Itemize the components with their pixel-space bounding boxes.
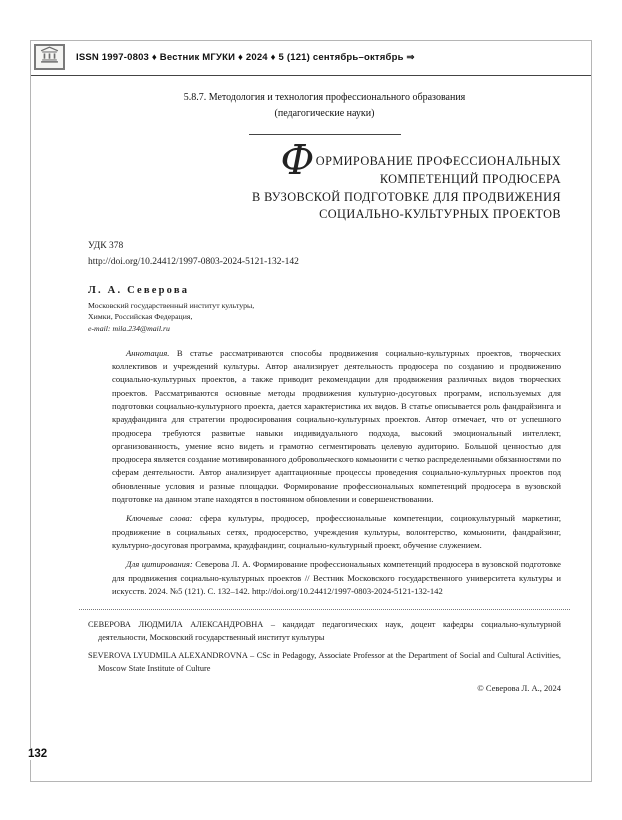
keywords-paragraph	[112, 512, 561, 552]
section-heading-line2: (педагогические науки)	[274, 107, 375, 119]
affiliation-line1: Московский государственный институт культуры,	[88, 300, 255, 310]
classical-column-icon	[39, 46, 60, 68]
title-drop-cap: Ф	[280, 136, 315, 184]
keywords-text: сфера культуры, продюсер, профессиональные компетенции, социокультурный маркетинг, продвижение в социальных сетях, продюсерство, учреждения культуры, волонтерство, комьюнити, фандрайзинг, культурно-досуговая программа, краудфандинг, социально-культурный проект, обучение служением.	[112, 513, 561, 551]
affiliation-line2: Химки, Российская Федерация,	[88, 312, 193, 322]
article-meta	[88, 238, 561, 270]
abstract-text: В статье рассматриваются способы продвижения социально-культурных проектов, творческих коллективов и учреждений культуры. Автор анализирует деятельность продюсера по созданию и продвижению социально-культурных проектов, а также приводит рекомендации для продвижения различных видов творческих проектов. Рассматриваются основные методы продвижения культурно-досуговых программ, используемых для подготовки социально-культурного проекта, дается характеристика их видов. В статье описывается роль фандрайзинга и краудфандинга для стратегии продюсирования социально-культурных проектов. Автор отмечает, что от успешного продюсера требуются развитые навыки индивидуального подхода, высокий эмоциональный интеллект, организованность, умение ясно видеть и грамотно сегментировать целевую аудиторию. Большой ценностью для продюсера является создание мотивированного добровольческого комьюнити с четко распределенными обязанностями по сферам деятельности. Автор анализирует адаптационные процессы проведения социально-культурных проектов под обновленные условия и разные площадки. Формирование профессиональных компетенций продюсера в вузовской подготовке на данном этапе находятся в постоянном обновлении и совершенствовании.	[112, 347, 561, 505]
title-line4: СОЦИАЛЬНО-КУЛЬТУРНЫХ ПРОЕКТОВ	[319, 207, 561, 222]
section-divider	[249, 134, 401, 135]
dotted-divider	[79, 609, 570, 610]
article-title	[88, 136, 561, 224]
journal-header	[31, 41, 591, 76]
author-name: Л. А. Северова	[88, 284, 190, 296]
author-bio-en: SEVEROVA LYUDMILA ALEXANDROVNA – CSc in Pedagogy, Associate Professor at the Department of Social and Cultural Activities, Moscow State Institute of Culture	[88, 651, 561, 673]
citation-paragraph	[112, 558, 561, 598]
abstract-paragraph	[112, 347, 561, 507]
author-affiliation	[88, 300, 561, 335]
abstract-block	[112, 347, 561, 599]
page-content	[31, 90, 591, 693]
author-bio-ru: СЕВЕРОВА ЛЮДМИЛА АЛЕКСАНДРОВНА – кандидат педагогических наук, доцент кафедры социально-культурной деятельности, Московский государственный институт культуры	[88, 620, 561, 642]
citation-text: Северова Л. А. Формирование профессиональных компетенций продюсера в вузовской подготовке для продвижения социально-культурных проектов // Вестник Московского государственного университета культуры и искусств. 2024. №5 (121). С. 132–142. http://doi.org/10.24412/1997-0803-2024-5121-132-142	[112, 559, 561, 596]
keywords-label: Ключевые слова:	[126, 513, 193, 524]
title-line1-text: ОРМИРОВАНИЕ ПРОФЕССИОНАЛЬНЫХ	[315, 154, 561, 168]
page-frame	[30, 40, 592, 782]
section-heading	[88, 90, 561, 121]
doi-link[interactable]: http://doi.org/10.24412/1997-0803-2024-5121-132-142	[88, 257, 299, 268]
email-link[interactable]: e-mail: mila.234@mail.ru	[88, 323, 170, 333]
issn-line: ISSN 1997-0803 ♦ Вестник МГУКИ ♦ 2024 ♦ 5 (121) сентябрь–октябрь ⇒	[76, 51, 415, 63]
title-line2: КОМПЕТЕНЦИЙ ПРОДЮСЕРА	[379, 171, 561, 186]
udc-label: УДК 378	[88, 241, 124, 252]
abstract-label: Аннотация.	[126, 347, 170, 358]
journal-logo	[34, 44, 65, 70]
section-heading-line1: 5.8.7. Методология и технология профессионального образования	[183, 92, 466, 103]
title-line3: В ВУЗОВСКОЙ ПОДГОТОВКЕ ДЛЯ ПРОДВИЖЕНИЯ	[252, 189, 561, 204]
page-number: 132	[24, 748, 51, 760]
copyright-line: © Северова Л. А., 2024	[477, 683, 561, 694]
citation-label: Для цитирования:	[126, 559, 193, 570]
